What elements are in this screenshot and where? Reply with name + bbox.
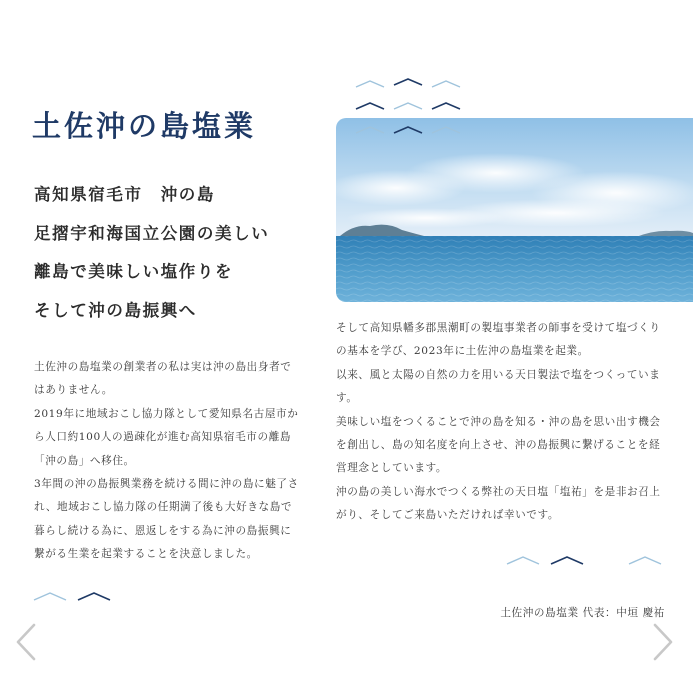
wave-line bbox=[356, 81, 384, 87]
prev-arrow-button[interactable] bbox=[10, 622, 40, 662]
wave-line bbox=[629, 557, 661, 564]
paragraph: 以来、風と太陽の自然の力を用いる天日製法で塩をつくっています。 bbox=[336, 368, 661, 405]
paragraph: 2019年に地域おこし協力隊として愛知県名古屋市から人口約100人の過疎化が進む高知県宿毛市の離島「沖の島」へ移住。 bbox=[34, 407, 299, 467]
wave-line bbox=[394, 79, 422, 85]
wave-line bbox=[394, 103, 422, 109]
lead-line: 離島で美味しい塩作りを bbox=[34, 262, 234, 281]
paragraph: 美味しい塩をつくることで沖の島を知る・沖の島を思い出す機会を創出し、島の知名度を向上させ、沖の島振興に繋げることを経営理念としています。 bbox=[336, 415, 661, 475]
paragraph: 3年間の沖の島振興業務を続ける間に沖の島に魅了され、地域おこし協力隊の任期満了後も大好きな島で暮らし続ける為に、恩返しをする為に沖の島振興に繋がる生業を起業することを決意しました。 bbox=[34, 478, 299, 561]
paragraph: 土佐沖の島塩業の創業者の私は実は沖の島出身者ではありません。 bbox=[34, 361, 292, 397]
page-title: 土佐沖の島塩業 bbox=[32, 109, 257, 143]
lead-line: 高知県宿毛市 沖の島 bbox=[34, 185, 215, 204]
wave-line bbox=[432, 103, 460, 109]
paragraph: 沖の島の美しい海水でつくる弊社の天日塩「塩祐」を是非お召上がり、そしてご来島いただければ幸いです。 bbox=[336, 485, 661, 522]
lead-line: 足摺宇和海国立公園の美しい bbox=[34, 223, 270, 243]
wave-line bbox=[78, 593, 110, 600]
chevron-right-icon bbox=[655, 625, 671, 659]
wave-line bbox=[551, 557, 583, 564]
left-body-text bbox=[34, 356, 300, 567]
wave-line bbox=[432, 81, 460, 87]
wave-decoration-top bbox=[352, 76, 464, 138]
next-arrow-button[interactable] bbox=[649, 622, 679, 662]
wave-line bbox=[432, 127, 460, 133]
wave-decoration-left bbox=[32, 588, 114, 604]
wave-line bbox=[34, 593, 66, 600]
lead-line: そして沖の島振興へ bbox=[34, 300, 197, 320]
wave-line bbox=[356, 127, 384, 133]
wave-line bbox=[394, 127, 422, 133]
sea-photo bbox=[336, 118, 693, 302]
wave-line bbox=[356, 103, 384, 109]
paragraph: そして高知県幡多郡黒潮町の製塩事業者の師事を受けて塩づくりの基本を学び、2023年に土佐沖の島塩業を起業。 bbox=[336, 322, 661, 358]
right-body-text bbox=[336, 317, 669, 528]
signature: 土佐沖の島塩業 代表：中垣 慶祐 bbox=[500, 607, 665, 619]
sea-photo-illustration bbox=[336, 118, 693, 302]
wave-decoration-right bbox=[505, 552, 667, 568]
wave-line bbox=[507, 557, 539, 564]
chevron-left-icon bbox=[18, 625, 34, 659]
lead-text bbox=[34, 176, 334, 330]
